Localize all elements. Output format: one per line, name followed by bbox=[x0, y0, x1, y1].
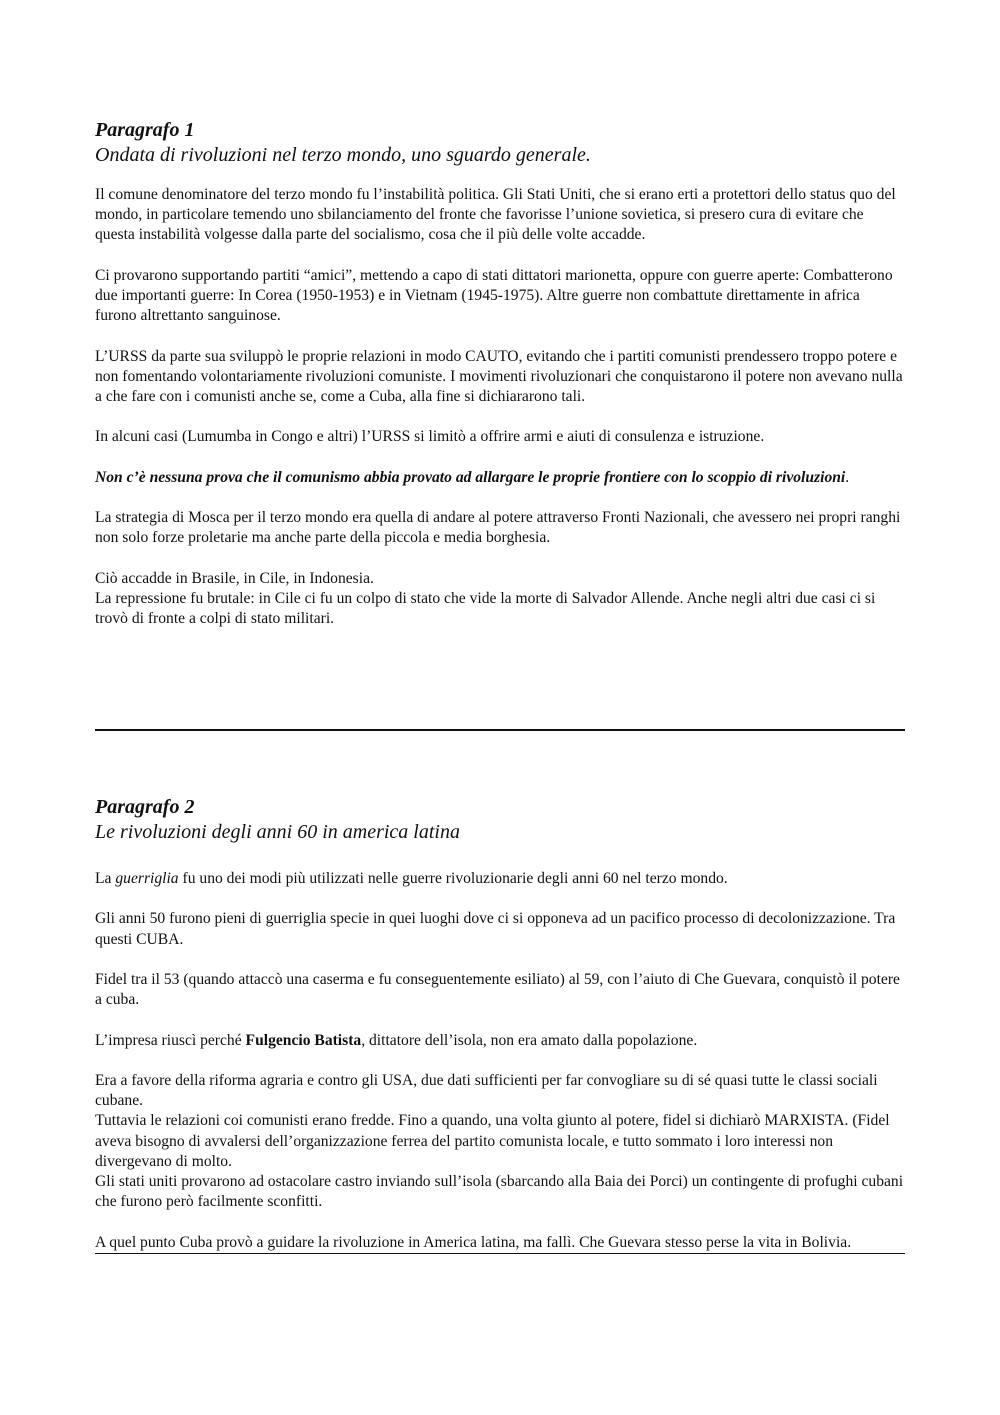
paragraph: Gli anni 50 furono pieni di guerriglia specie in quei luoghi dove ci si opponeva ad un pacifico processo di decolonizzazione. Tra questi CUBA. bbox=[95, 910, 896, 948]
section-2-number: Paragrafo 2 bbox=[95, 796, 195, 818]
closing-paragraph: A quel punto Cuba provò a guidare la rivoluzione in America latina, ma fallì. Che Guevara stesso perse la vita in Bolivia. bbox=[95, 1233, 905, 1254]
emphasis-paragraph bbox=[95, 468, 905, 488]
paragraph: Ciò accadde in Brasile, in Cile, in Indonesia. bbox=[95, 569, 374, 587]
text-run: , dittatore dell’isola, non era amato dalla popolazione. bbox=[361, 1031, 698, 1049]
paragraph: Ci provarono supportando partiti “amici”, mettendo a capo di stati dittatori marionetta, oppure con guerre aperte: Combatterono due importanti guerre: In Corea (1950-1953) e in Vietnam (1945-1975). Altre guerre non combattute direttamente in africa furono altrettanto sanguinose. bbox=[95, 266, 893, 325]
section-2-heading bbox=[95, 795, 905, 845]
text-run: La bbox=[95, 870, 116, 887]
bold-name: Fulgencio Batista bbox=[245, 1031, 362, 1049]
section-2-body bbox=[95, 869, 905, 1254]
section-divider bbox=[95, 729, 905, 731]
paragraph: Il comune denominatore del terzo mondo fu l’instabilità politica. Gli Stati Uniti, che si erano erti a protettori dello status quo del mondo, in particolare temendo uno sbilanciamento del fronte che favorisse l’unione sovietica, si presero cura di evitare che questa instabilità volgesse dalla parte del socialismo, cosa che il più delle volte accadde. bbox=[95, 186, 896, 244]
section-1-subtitle: Ondata di rivoluzioni nel terzo mondo, uno sguardo generale. bbox=[95, 144, 591, 166]
paragraph: Gli stati uniti provarono ad ostacolare castro inviando sull’isola (sbarcando alla Baia dei Porci) un contingente di profughi cubani che furono però facilmente sconfitti. bbox=[95, 1172, 904, 1211]
emphasis-text: Non c’è nessuna prova che il comunismo abbia provato ad allargare le proprie frontiere con lo scoppio di rivoluzioni bbox=[95, 468, 846, 486]
section-1-heading bbox=[95, 118, 905, 168]
italic-term: guerriglia bbox=[115, 870, 179, 887]
text-run: fu uno dei modi più utilizzati nelle guerre rivoluzionarie degli anni 60 nel terzo mondo. bbox=[178, 870, 728, 887]
paragraph: La repressione fu brutale: in Cile ci fu un colpo di stato che vide la morte di Salvador Allende. Anche negli altri due casi ci si trovò di fronte a colpi di stato militari. bbox=[95, 589, 876, 628]
emphasis-tail: . bbox=[845, 468, 850, 486]
section-2 bbox=[95, 795, 905, 1254]
paragraph: Era a favore della riforma agraria e contro gli USA, due dati sufficienti per far convogliare su di sé quasi tutte le classi sociali cubane. bbox=[95, 1071, 878, 1110]
section-2-subtitle: Le rivoluzioni degli anni 60 in america latina bbox=[95, 821, 460, 843]
paragraph bbox=[95, 1031, 905, 1051]
paragraph: Tuttavia le relazioni coi comunisti erano fredde. Fino a quando, una volta giunto al potere, fidel si dichiarò MARXISTA. (Fidel aveva bisogno di avvalersi dell’organizzazione ferrea del partito comunista locale, e tutto sommato i loro interessi non divergevano di molto. bbox=[95, 1112, 890, 1170]
section-1-body bbox=[95, 185, 905, 629]
section-1-number: Paragrafo 1 bbox=[95, 119, 195, 141]
paragraph bbox=[95, 869, 905, 889]
section-1 bbox=[95, 118, 905, 629]
paragraph: Fidel tra il 53 (quando attaccò una caserma e fu conseguentemente esiliato) al 59, con l’aiuto di Che Guevara, conquistò il potere a cuba. bbox=[95, 970, 900, 1009]
paragraph: In alcuni casi (Lumumba in Congo e altri) l’URSS si limitò a offrire armi e aiuti di consulenza e istruzione. bbox=[95, 428, 765, 446]
paragraph: La strategia di Mosca per il terzo mondo era quella di andare al potere attraverso Fronti Nazionali, che avessero nei propri ranghi non solo forze proletarie ma anche parte della piccola e media borghesia. bbox=[95, 509, 901, 547]
paragraph: L’URSS da parte sua sviluppò le proprie relazioni in modo CAUTO, evitando che i partiti comunisti prendessero troppo potere e non fomentando volontariamente rivoluzioni comuniste. I movimenti rivoluzionari che conquistarono il potere non avevano nulla a che fare con i comunisti anche se, come a Cuba, alla fine si dichiararono tali. bbox=[95, 347, 903, 405]
text-run: L’impresa riuscì perché bbox=[95, 1031, 246, 1049]
